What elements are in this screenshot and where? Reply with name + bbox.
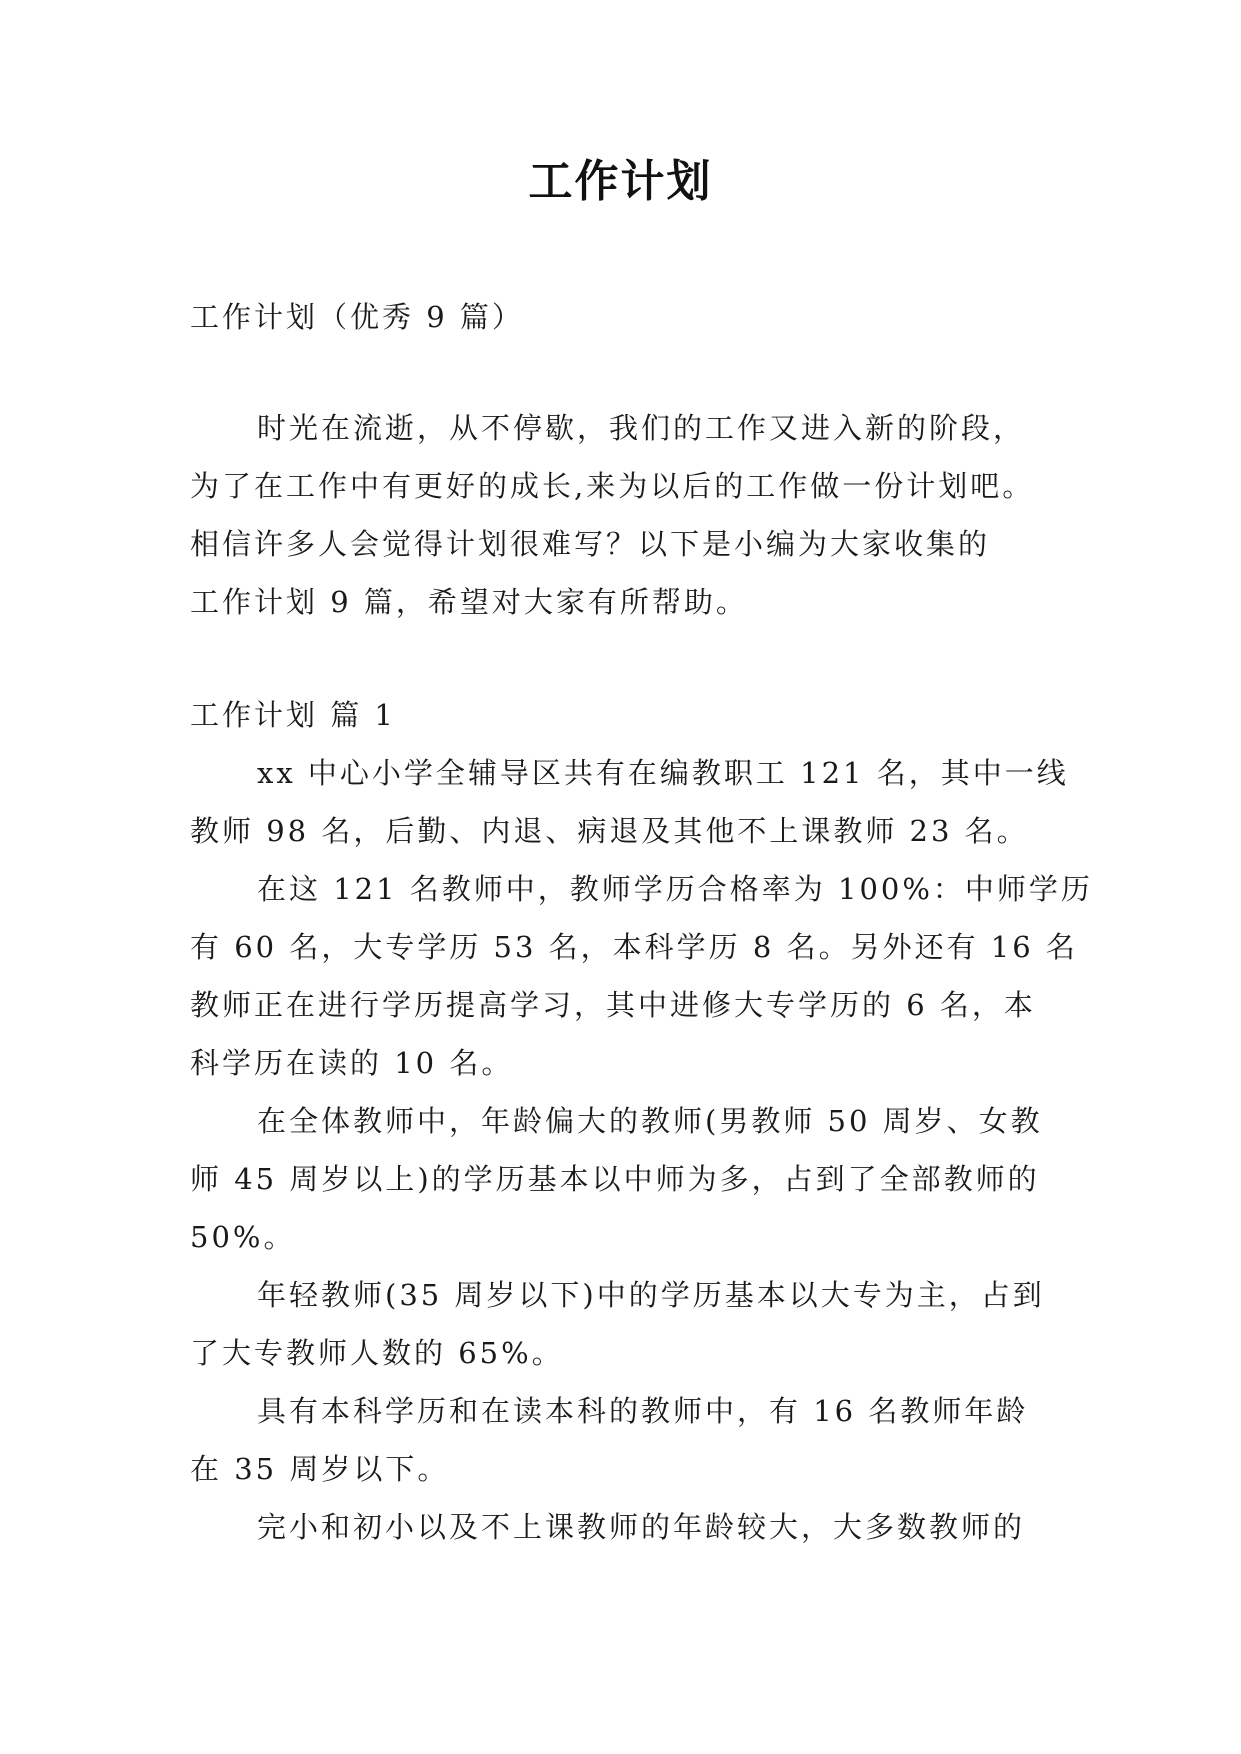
body-line: 在全体教师中，年龄偏大的教师(男教师 50 周岁、女教 — [257, 1104, 1043, 1138]
body-line: 师 45 周岁以上)的学历基本以中师为多，占到了全部教师的 — [190, 1162, 1040, 1196]
document-subtitle: 工作计划（优秀 9 篇） — [190, 300, 524, 334]
body-line: 具有本科学历和在读本科的教师中，有 16 名教师年龄 — [257, 1394, 1029, 1428]
body-line: 科学历在读的 10 名。 — [190, 1046, 514, 1080]
body-line: 有 60 名，大专学历 53 名，本科学历 8 名。另外还有 16 名 — [190, 930, 1078, 964]
body-line: 完小和初小以及不上课教师的年龄较大，大多数教师的 — [257, 1510, 1026, 1544]
body-line: 年轻教师(35 周岁以下)中的学历基本以大专为主，占到 — [257, 1278, 1045, 1312]
body-line: 在 35 周岁以下。 — [190, 1452, 450, 1486]
body-line: 教师 98 名，后勤、内退、病退及其他不上课教师 23 名。 — [190, 814, 1029, 848]
body-line: 教师正在进行学历提高学习，其中进修大专学历的 6 名，本 — [190, 988, 1036, 1022]
body-line: 50%。 — [190, 1220, 296, 1254]
intro-line: 时光在流逝，从不停歇，我们的工作又进入新的阶段， — [257, 411, 1026, 445]
body-line: 了大专教师人数的 65%。 — [190, 1336, 564, 1370]
body-line: xx 中心小学全辅导区共有在编教职工 121 名，其中一线 — [257, 756, 1069, 790]
intro-line: 相信许多人会觉得计划很难写？以下是小编为大家收集的 — [190, 527, 991, 561]
intro-line: 工作计划 9 篇，希望对大家有所帮助。 — [190, 585, 748, 619]
body-line: 在这 121 名教师中，教师学历合格率为 100%：中师学历 — [257, 872, 1093, 906]
document-title: 工作计划 — [528, 156, 713, 207]
section-heading: 工作计划 篇 1 — [190, 698, 396, 732]
intro-line: 为了在工作中有更好的成长,来为以后的工作做一份计划吧。 — [190, 469, 1035, 503]
